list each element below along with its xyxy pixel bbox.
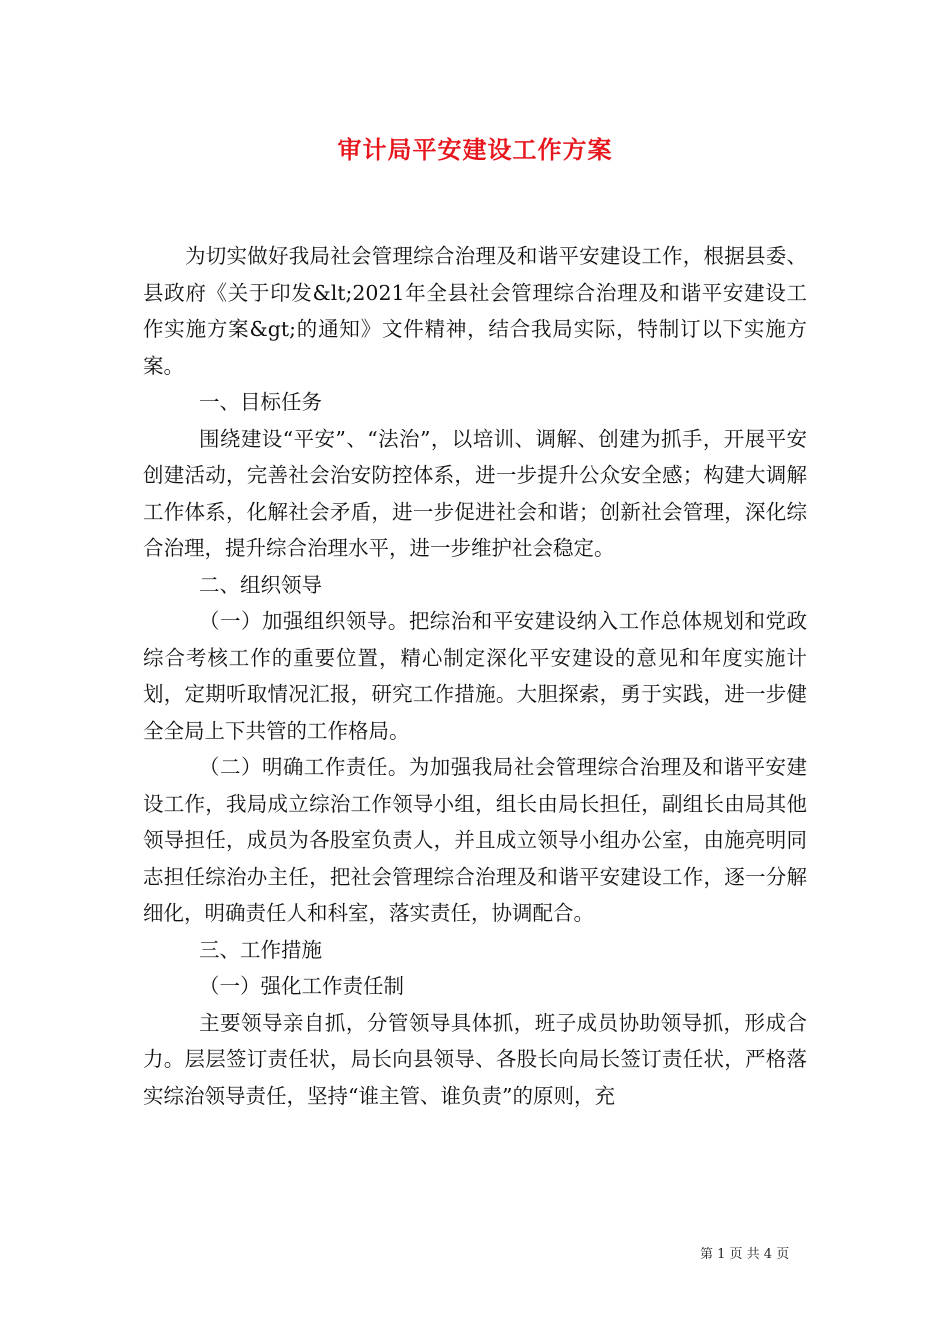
document-title: 审计局平安建设工作方案 <box>337 135 613 164</box>
page-number: 第 1 页 共 4 页 <box>700 1247 790 1262</box>
organization-paragraph-1: （一）加强组织领导。把综治和平安建设纳入工作总体规划和党政综合考核工作的重要位置，精心制定深化平安建设的意见和年度实施计划，定期听取情况汇报，研究工作措施。大胆探索，勇于实践，进一步健全全局上下共管的工作格局。 <box>143 609 807 743</box>
measures-paragraph: 主要领导亲自抓，分管领导具体抓，班子成员协助领导抓，形成合力。层层签订责任状，局长向县领导、各股长向局长签订责任状，严格落实综治领导责任，坚持“谁主管、谁负责”的原则，充 <box>143 1010 807 1108</box>
section-heading-measures: 三、工作措施 <box>199 937 322 962</box>
document-body <box>143 238 807 1114</box>
subsection-heading-responsibility: （一）强化工作责任制 <box>199 974 404 998</box>
intro-paragraph: 为切实做好我局社会管理综合治理及和谐平安建设工作，根据县委、县政府《关于印发&lt;2021年全县社会管理综合治理及和谐平安建设工作实施方案&gt;的通知》文件精神，结合我局实际，特制订以下实施方案。 <box>143 244 807 378</box>
section-heading-organization: 二、组织领导 <box>199 572 322 597</box>
section-heading-goals: 一、目标任务 <box>199 390 322 414</box>
goals-paragraph: 围绕建设“平安”、“法治”，以培训、调解、创建为抓手，开展平安创建活动，完善社会治安防控体系，进一步提升公众安全感；构建大调解工作体系，化解社会矛盾，进一步促进社会和谐；创新社会管理，深化综合治理，提升综合治理水平，进一步维护社会稳定。 <box>143 426 807 560</box>
organization-paragraph-2: （二）明确工作责任。为加强我局社会管理综合治理及和谐平安建设工作，我局成立综治工作领导小组，组长由局长担任，副组长由局其他领导担任，成员为各股室负责人，并且成立领导小组办公室，由施亮明同志担任综治办主任，把社会管理综合治理及和谐平安建设工作，逐一分解细化，明确责任人和科室，落实责任，协调配合。 <box>143 755 807 925</box>
